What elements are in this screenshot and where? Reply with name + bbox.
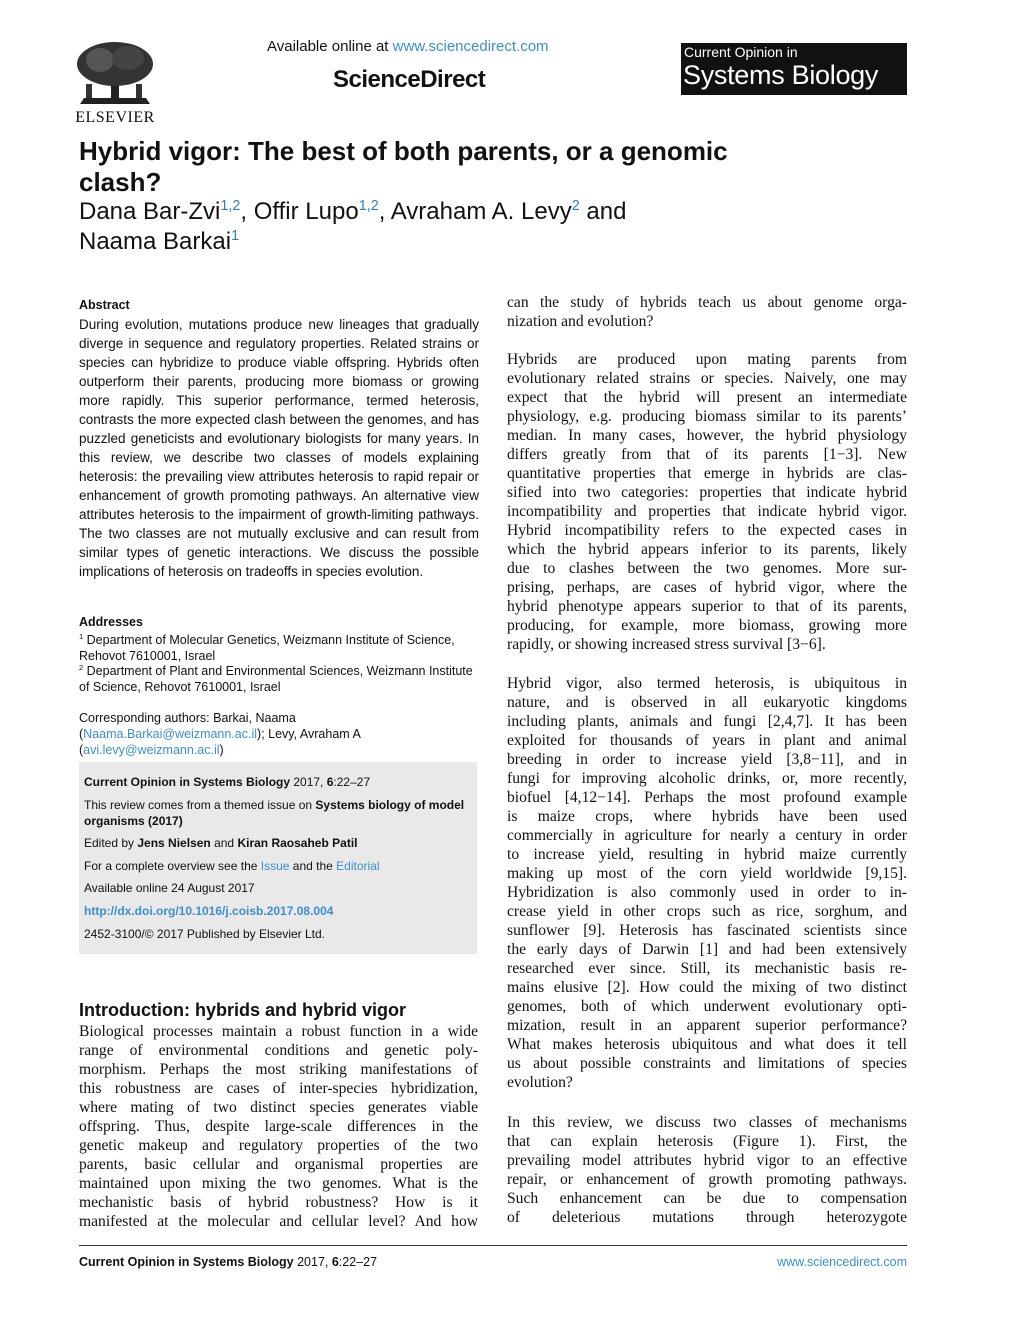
text-line: parents, basic cellular and organismal properties are [79,1156,478,1173]
info-overview [84,859,474,875]
text-line: making up most of the corn yield worldwide [9,15]. [507,865,907,882]
doi-link[interactable]: http://dx.doi.org/10.1016/j.coisb.2017.08.004 [84,904,334,918]
info-pages: :22–27 [333,775,371,789]
text-line: where mating of two distinct species generates viable [79,1099,478,1116]
info-journal: Current Opinion in Systems Biology [84,775,291,789]
text-line: Hybridization is also commonly used in order to in- [507,884,907,901]
abstract-text: During evolution, mutations produce new lineages that gradually diverge in sequence and regulatory properties. Related strains or species can hybridize to produce viable offspring. Hybrids often outperform their parents, producing more biomass or growing more rapidly. This superior performance, termed heterosis, contrasts the more expected clash between the genomes, and has puzzled geneticists and evolutionary biologists for many years. In this review, we describe two classes of models explaining heterosis: the prevailing view attributes heterosis to rapid repair or enhancement of growth promoting pathways. An alternative view attributes heterosis to the impairment of growth-limiting pathways. The two classes are not mutually exclusive and can result from similar types of genetic interactions. We discuss the possible implications of heterosis on tradeoffs in species evolution. [79,317,479,579]
text-line: producing, for example, more biomass, growing more [507,617,907,634]
article-title [79,136,819,198]
address-number: 2 [79,662,84,672]
author-separator: , [378,198,391,225]
info-citation [84,775,474,791]
text-line: In this review, we discuss two classes of mechanisms [507,1114,907,1131]
author-separator: and [579,198,627,225]
editorial-link[interactable]: Editorial [336,859,380,873]
platform-name: ScienceDirect [333,66,486,93]
text-line: the early days of Darwin [1] and had been extensively [507,941,907,958]
info-overview-and: and the [289,859,337,873]
footer-divider [79,1245,907,1246]
text-line: exploited for thousands of years in plant and animal [507,732,907,749]
text-line: Hybrid incompatibility refers to the expected cases in [507,522,907,539]
footer-pages: :22–27 [338,1255,378,1269]
text-line: incompatibility and properties that indicate hybrid vigor. [507,503,907,520]
text-line: sified into two categories: properties that indicate hybrid [507,484,907,501]
abstract-heading: Abstract [79,298,130,312]
info-volume: 6 [326,775,334,789]
text-line: Hybrids are produced upon mating parents from [507,351,907,368]
text-line: physiology, e.g. producing biomass similar to its parents’ [507,408,907,425]
text-line: median. In many cases, however, the hybrid physiology [507,427,907,444]
text-line: genetic makeup and regulatory properties of the two [79,1137,478,1154]
text-line: prevailing model attributes hybrid vigor to an effective [507,1152,907,1169]
info-edited-prefix: Edited by [84,836,138,850]
corresponding-prefix: Corresponding authors: Barkai, Naama ( [79,711,296,741]
article-info-box [79,762,477,954]
text-line: of deleterious mutations through heterozygote [507,1209,907,1226]
journal-banner-line2: Systems Biology [683,60,879,90]
info-theme-prefix: This review comes from a themed issue on [84,798,316,812]
text-line: crease yield in other crops such as rice, sorghum, and [507,903,907,920]
author-affiliation[interactable]: 1,2 [220,198,241,214]
info-theme-name: Systems biology of model organisms (2017) [84,798,465,828]
footer-url [777,1255,907,1269]
text-line: Biological processes maintain a robust function in a wide [79,1023,478,1040]
text-line: evolutionary related strains or species. Naively, one may [507,370,907,387]
footer-sciencedirect-link[interactable]: www.sciencedirect.com [777,1255,907,1269]
body-paragraph [507,350,907,654]
text-line: genomes, both of which underwent evolutionary opti- [507,998,907,1015]
author-name[interactable]: Offir Lupo [253,198,359,225]
text-line: breeding in order to increase yield [3,8−11], and in [507,751,907,768]
author-name[interactable]: Dana Bar-Zvi [79,198,221,225]
address-number: 1 [79,631,84,641]
info-overview-prefix: For a complete overview see the [84,859,261,873]
author-affiliation[interactable]: 1 [231,228,240,244]
info-editor: Kiran Raosaheb Patil [237,836,358,850]
info-theme [84,798,474,829]
text-line: Such enhancement can be due to compensation [507,1190,907,1207]
text-line: expect that the hybrid will present an intermediate [507,389,907,406]
text-line: offspring. Thus, despite large-scale differences in the [79,1118,478,1135]
footer-journal: Current Opinion in Systems Biology [79,1255,294,1269]
text-line: hybrid phenotype appears superior to that of its parents, [507,598,907,615]
text-line: mechanistic basis of hybrid robustness? How is it [79,1194,478,1211]
address-item [79,663,479,695]
text-line: mization, result in an apparent superior performance? [507,1017,907,1034]
body-paragraph [507,293,907,331]
author-name[interactable]: Naama Barkai [79,228,232,255]
text-line: nization and evolution? [507,313,654,330]
text-line: differs greatly from that of its parents [1−3]. New [507,446,907,463]
info-and: and [210,836,238,850]
address-text: Department of Plant and Environmental Sciences, Weizmann Institute of Science, Rehovot 7610001, Israel [79,664,473,694]
text-line: due to clashes between the two genomes. More sur- [507,560,907,577]
text-line: researched ever since. Still, its mechanistic basis re- [507,960,907,977]
text-line: mains elusive [2]. How could the mixing of two distinct [507,979,907,996]
author-affiliation[interactable]: 1,2 [358,198,379,214]
text-line: prising, perhaps, are cases of hybrid vigor, where the [507,579,907,596]
text-line: including plants, animals and fungi [2,4,7]. It has been [507,713,907,730]
text-line: fungi for improving alcoholic drinks, or, more recently, [507,770,907,787]
author-affiliation[interactable]: 2 [571,198,580,214]
corresponding-suffix: ) [219,743,224,757]
email-link[interactable]: Naama.Barkai@weizmann.ac.il [83,727,258,741]
text-line: rapidly, or showing increased stress survival [3−6]. [507,636,826,653]
text-line: quantitative properties that emerge in hybrids are clas- [507,465,907,482]
text-line: repair, or enhancement of growth promoting pathways. [507,1171,907,1188]
author-name[interactable]: Avraham A. Levy [390,198,572,225]
body-paragraph [507,1113,907,1227]
title-line-1: Hybrid vigor: The best of both parents, or a genomic [79,136,728,166]
journal-banner [681,43,907,95]
text-line: Hybrid vigor, also termed heterosis, is ubiquitous in [507,675,907,692]
body-paragraph [507,674,907,1092]
text-line: biofuel [4,12−14]. Perhaps the most profound example [507,789,907,806]
text-line: commercially in agriculture for nearly a century in order [507,827,907,844]
addresses-heading: Addresses [79,615,143,629]
journal-banner-line1: Current Opinion in [684,44,798,60]
publisher-name: ELSEVIER [75,109,155,126]
text-line: which the hybrid appears inferior to its parents, likely [507,541,907,558]
sciencedirect-link[interactable]: www.sciencedirect.com [392,38,549,55]
issue-link[interactable]: Issue [260,859,290,873]
text-line: evolution? [507,1074,573,1091]
footer-volume: 6 [331,1255,339,1269]
available-prefix: Available online at [267,38,393,55]
title-line-2: clash? [79,167,162,197]
corresponding-authors [79,710,479,758]
section-heading: Introduction: hybrids and hybrid vigor [79,1000,406,1020]
intro-paragraph [79,1022,478,1231]
footer-citation [79,1255,377,1269]
text-line: nature, and is observed in all eukaryotic kingdoms [507,694,907,711]
text-line: can the study of hybrids teach us about genome orga- [507,294,907,311]
author-list [79,197,799,257]
address-text: Department of Molecular Genetics, Weizmann Institute of Science, Rehovot 7610001, Israel [79,633,455,663]
available-online-line [267,38,549,55]
author-separator: , [240,198,254,225]
info-doi [84,904,474,920]
footer-year: 2017, [293,1255,332,1269]
text-line: us about possible constraints and limitations of species [507,1055,907,1072]
text-line: range of environmental conditions and genetic poly- [79,1042,478,1059]
info-copyright: 2452-3100/© 2017 Published by Elsevier Ltd. [84,927,326,941]
text-line: What makes heterosis ubiquitous and what does it tell [507,1036,907,1053]
text-line: sunflower [9]. Heterosis has fascinated scientists since [507,922,907,939]
text-line: this robustness are cases of inter-species hybridization, [79,1080,478,1097]
text-line: is maize crops, where hybrids have been used [507,808,907,825]
text-line: that can explain heterosis (Figure 1). First, the [507,1133,907,1150]
address-item [79,632,479,664]
info-editor: Jens Nielsen [137,836,211,850]
info-available-date: Available online 24 August 2017 [84,881,255,895]
info-editors [84,836,474,852]
email-link[interactable]: avi.levy@weizmann.ac.il [83,743,220,757]
info-citation-year: 2017, [290,775,327,789]
text-line: morphism. Perhaps the most striking manifestations of [79,1061,478,1078]
text-line: manifested at the molecular and cellular level? And how [79,1213,478,1230]
corresponding-middle: ); Levy, Avraham A ( [79,727,361,757]
text-line: maintained upon mixing the two genomes. What is the [79,1175,478,1192]
text-line: to increase yield, resulting in hybrid maize currently [507,846,907,863]
